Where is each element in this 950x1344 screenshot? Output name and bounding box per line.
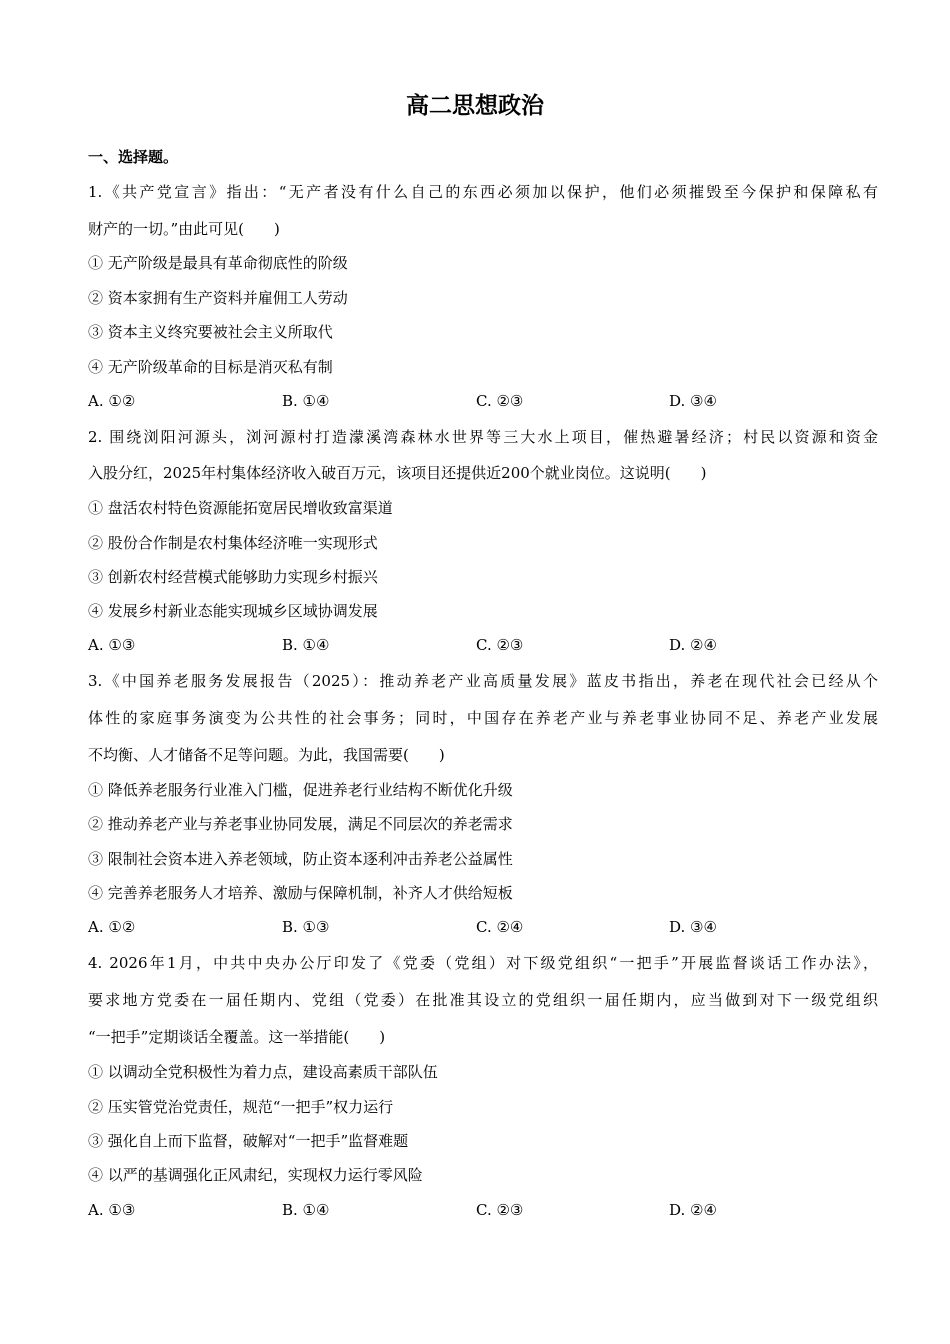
statement: ② 资本家拥有生产资料并雇佣工人劳动 bbox=[88, 289, 348, 307]
question-stem-line: 4. 2026年1月，中共中央办公厅印发了《党委（党组）对下级党组织“一把手”开展监督谈话工作办法》， bbox=[88, 954, 878, 972]
statement: ① 以调动全党积极性为着力点，建设高素质干部队伍 bbox=[88, 1063, 438, 1081]
statement: ④ 以严的基调强化正风肃纪，实现权力运行零风险 bbox=[88, 1166, 423, 1184]
statement: ① 盘活农村特色资源能拓宽居民增收致富渠道 bbox=[88, 499, 393, 517]
option-d: D. ②④ bbox=[669, 636, 717, 654]
option-a: A. ①③ bbox=[88, 636, 136, 654]
option-b: B. ①④ bbox=[282, 1201, 330, 1219]
statement: ④ 无产阶级革命的目标是消灭私有制 bbox=[88, 358, 333, 376]
statement: ③ 资本主义终究要被社会主义所取代 bbox=[88, 323, 333, 341]
question-stem-line: 入股分红，2025年村集体经济收入破百万元，该项目还提供近200个就业岗位。这说明( ) bbox=[88, 464, 707, 482]
question-stem-line: 3.《中国养老服务发展报告（2025）：推动养老产业高质量发展》蓝皮书指出，养老在现代社会已经从个 bbox=[88, 672, 878, 690]
statement: ④ 发展乡村新业态能实现城乡区域协调发展 bbox=[88, 602, 378, 620]
page-title: 高二思想政治 bbox=[406, 92, 544, 119]
question-stem-line: 1.《共产党宣言》指出：“无产者没有什么自己的东西必须加以保护，他们必须摧毁至今保护和保障私有 bbox=[88, 183, 878, 201]
question-stem-line: 财产的一切。”由此可见( ) bbox=[88, 220, 280, 238]
section-heading: 一、选择题。 bbox=[88, 148, 179, 166]
option-a: A. ①② bbox=[88, 392, 136, 410]
option-a: A. ①② bbox=[88, 918, 136, 936]
option-c: C. ②③ bbox=[476, 636, 524, 654]
option-d: D. ③④ bbox=[669, 918, 717, 936]
option-b: B. ①④ bbox=[282, 636, 330, 654]
statement: ④ 完善养老服务人才培养、激励与保障机制，补齐人才供给短板 bbox=[88, 884, 513, 902]
option-d: D. ③④ bbox=[669, 392, 717, 410]
option-d: D. ②④ bbox=[669, 1201, 717, 1219]
statement: ② 股份合作制是农村集体经济唯一实现形式 bbox=[88, 534, 378, 552]
statement: ③ 创新农村经营模式能够助力实现乡村振兴 bbox=[88, 568, 378, 586]
question-stem-line: 不均衡、人才储备不足等问题。为此，我国需要( ) bbox=[88, 746, 445, 764]
option-a: A. ①③ bbox=[88, 1201, 136, 1219]
statement: ③ 强化自上而下监督，破解对“一把手”监督难题 bbox=[88, 1132, 409, 1150]
option-b: B. ①④ bbox=[282, 392, 330, 410]
statement: ② 推动养老产业与养老事业协同发展，满足不同层次的养老需求 bbox=[88, 815, 513, 833]
question-stem-line: 体性的家庭事务演变为公共性的社会事务；同时，中国存在养老产业与养老事业协同不足、养老产业发展 bbox=[88, 709, 878, 727]
question-stem-line: 2. 围绕浏阳河源头，浏河源村打造濛溪湾森林水世界等三大水上项目，催热避暑经济；村民以资源和资金 bbox=[88, 428, 878, 446]
option-c: C. ②④ bbox=[476, 918, 524, 936]
statement: ③ 限制社会资本进入养老领域，防止资本逐利冲击养老公益属性 bbox=[88, 850, 513, 868]
statement: ① 无产阶级是最具有革命彻底性的阶级 bbox=[88, 254, 348, 272]
statement: ② 压实管党治党责任，规范“一把手”权力运行 bbox=[88, 1098, 394, 1116]
option-c: C. ②③ bbox=[476, 392, 524, 410]
option-b: B. ①③ bbox=[282, 918, 330, 936]
option-c: C. ②③ bbox=[476, 1201, 524, 1219]
question-stem-line: 要求地方党委在一届任期内、党组（党委）在批准其设立的党组织一届任期内，应当做到对下一级党组织 bbox=[88, 991, 878, 1009]
statement: ① 降低养老服务行业准入门槛，促进养老行业结构不断优化升级 bbox=[88, 781, 513, 799]
question-stem-line: “一把手”定期谈话全覆盖。这一举措能( ) bbox=[88, 1028, 386, 1046]
